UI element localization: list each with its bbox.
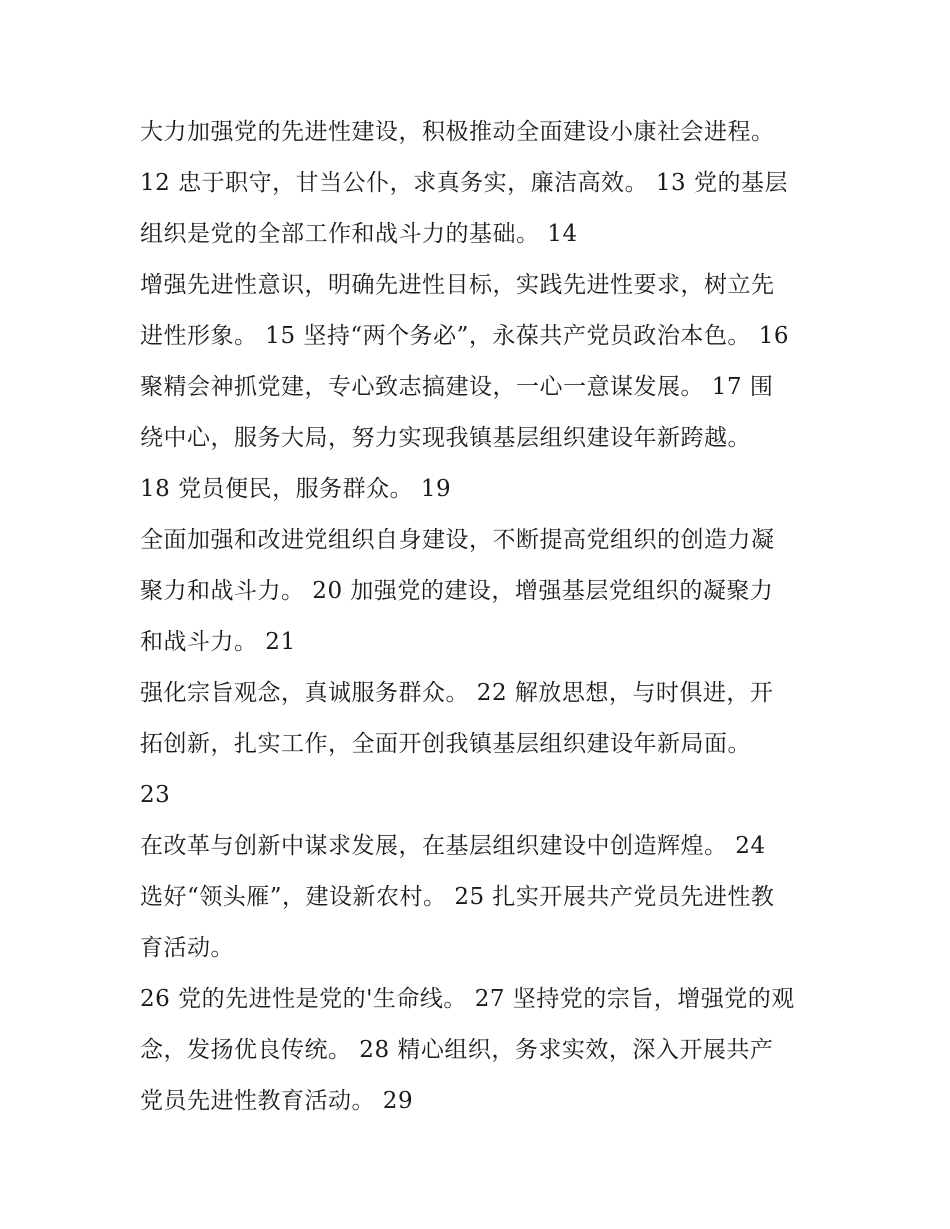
slogan-text-block	[140, 107, 830, 1127]
text-line: 聚精会神抓党建，专心致志搞建设，一心一意谋发展。 17 围	[140, 374, 774, 400]
text-line: 18 党员便民，服务群众。 19	[140, 476, 452, 502]
text-line: 26 党的先进性是党的'生命线。 27 坚持党的宗旨，增强党的观	[140, 986, 795, 1012]
text-line: 组织是党的全部工作和战斗力的基础。 14	[140, 221, 578, 247]
text-line: 全面加强和改进党组织自身建设，不断提高党组织的创造力凝	[140, 527, 775, 553]
text-line: 选好“领头雁”，建设新农村。 25 扎实开展共产党员先进性教	[140, 884, 775, 910]
text-line: 念，发扬优良传统。 28 精心组织，务求实效，深入开展共产	[140, 1037, 774, 1063]
text-line: 绕中心，服务大局，努力实现我镇基层组织建设年新跨越。	[140, 425, 751, 451]
text-line: 聚力和战斗力。 20 加强党的建设，增强基层党组织的凝聚力	[140, 578, 774, 604]
text-line: 育活动。	[140, 935, 234, 961]
text-line: 在改革与创新中谋求发展，在基层组织建设中创造辉煌。 24	[140, 833, 766, 859]
text-line: 和战斗力。 21	[140, 629, 296, 655]
text-line: 23	[140, 782, 171, 808]
text-line: 大力加强党的先进性建设，积极推动全面建设小康社会进程。	[140, 119, 775, 145]
text-line: 强化宗旨观念，真诚服务群众。 22 解放思想，与时俱进，开	[140, 680, 774, 706]
text-line: 进性形象。 15 坚持“两个务必”，永葆共产党员政治本色。 16	[140, 323, 789, 349]
text-line: 党员先进性教育活动。 29	[140, 1088, 414, 1114]
text-line: 增强先进性意识，明确先进性目标，实践先进性要求，树立先	[140, 272, 775, 298]
text-line: 12 忠于职守，甘当公仆，求真务实，廉洁高效。 13 党的基层	[140, 170, 788, 196]
text-line: 拓创新，扎实工作，全面开创我镇基层组织建设年新局面。	[140, 731, 751, 757]
